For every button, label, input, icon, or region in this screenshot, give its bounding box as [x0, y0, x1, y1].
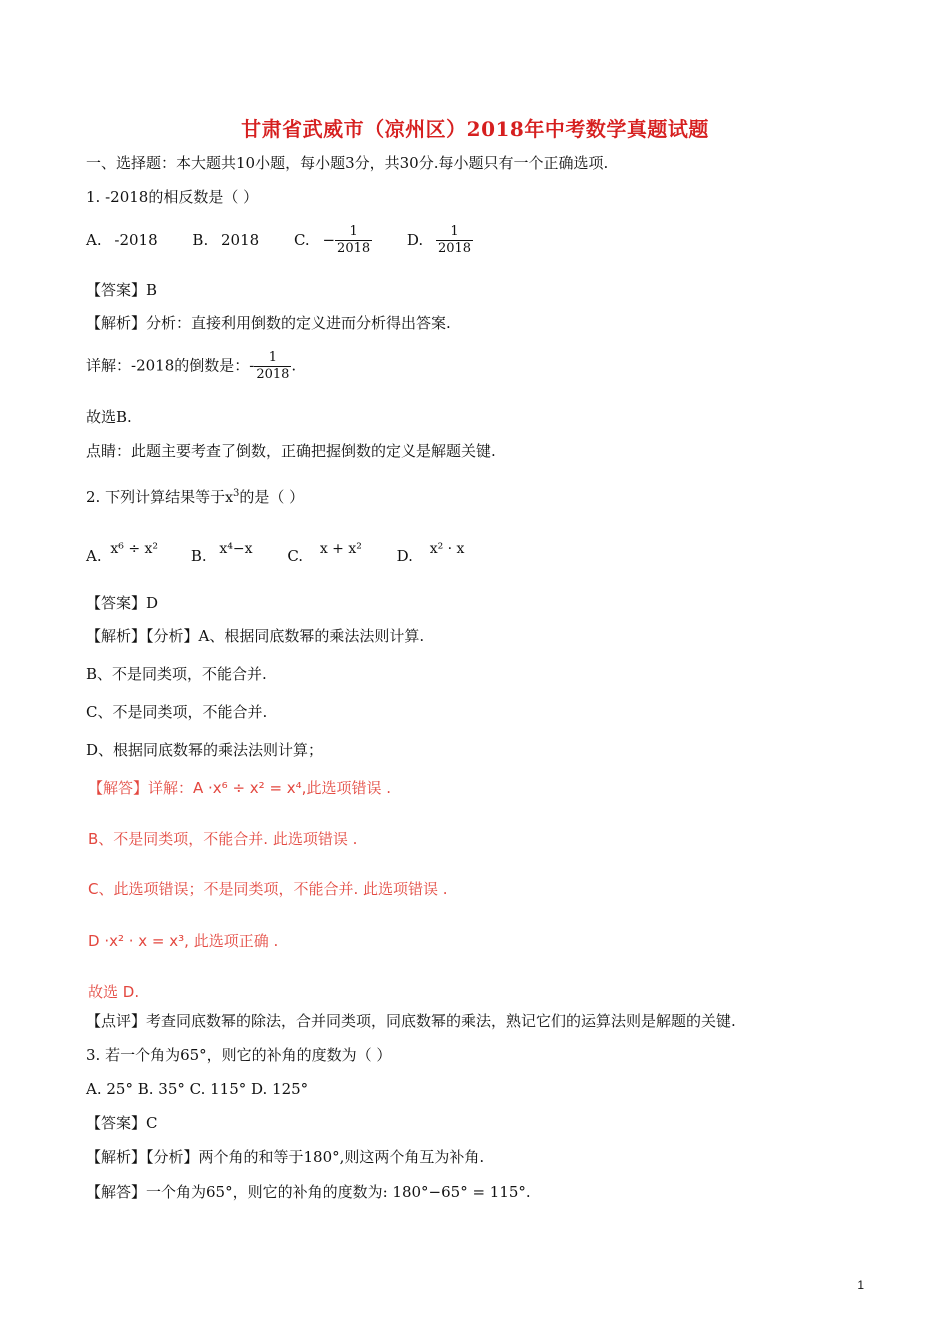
- q1-option-c-label: C.: [293, 230, 310, 249]
- q1-option-d: [406, 224, 473, 256]
- q1-analysis: 【解析】分析：直接利用倒数的定义进而分析得出答案.: [86, 314, 451, 332]
- q1-detail-text: 详解：-2018的倒数是：-: [86, 356, 255, 375]
- q2-option-d-label: D.: [396, 547, 413, 565]
- q3-solution: 【解答】一个角为65°，则它的补角的度数为: 180°−65° = 115°.: [86, 1183, 531, 1201]
- q2-solution-line-3: C、此选项错误；不是同类项，不能合并. 此选项错误 .: [88, 880, 448, 898]
- q2-option-c-label: C.: [287, 547, 304, 565]
- q1-option-d-numerator: 1: [450, 224, 459, 239]
- q2-comment: 【点评】考查同底数幂的除法，合并同类项，同底数幂的乘法，熟记它们的运算法则是解题的关键.: [86, 1012, 736, 1030]
- q2-option-d: [396, 539, 465, 565]
- q2-option-c: [287, 539, 366, 565]
- q1-option-b-label: B.: [192, 230, 209, 249]
- q3-options: A. 25° B. 35° C. 115° D. 125°: [86, 1080, 309, 1098]
- q2-option-b-label: B.: [190, 547, 207, 565]
- q2-solution-line-2: B、不是同类项，不能合并. 此选项错误 .: [88, 830, 358, 848]
- q1-comment: 点睛：此题主要考查了倒数，正确把握倒数的定义是解题关键.: [86, 442, 496, 460]
- q1-detail: [86, 350, 296, 383]
- q2-note-d: D、根据同底数幂的乘法法则计算；: [86, 741, 324, 759]
- q2-options: [86, 538, 465, 565]
- q2-option-b: [190, 539, 258, 565]
- q1-detail-period: .: [291, 356, 297, 375]
- q3-stem: 3. 若一个角为65°，则它的补角的度数为（ ）: [86, 1046, 392, 1064]
- q1-option-b-value: 2018: [221, 230, 260, 249]
- q1-option-a: [86, 231, 162, 249]
- q1-option-d-denominator: 2018: [437, 241, 472, 256]
- q1-options: [86, 224, 473, 257]
- q2-option-a-expr: x⁶ ÷ x²: [110, 541, 159, 557]
- q2-option-c-expr: x + x²: [319, 541, 362, 557]
- q2-stem-base: x: [225, 490, 233, 506]
- q2-option-a: [86, 539, 163, 565]
- q3-analysis: 【解析】【分析】两个角的和等于180°,则这两个角互为补角.: [86, 1148, 485, 1166]
- q2-solution-line-1: 【解答】详解：A ·x⁶ ÷ x² = x⁴,此选项错误 .: [88, 779, 391, 797]
- page-number: 1: [857, 1278, 864, 1292]
- q1-detail-fraction: [254, 350, 291, 383]
- q1-option-c: C. − $\frac{1}{2018}$: [293, 224, 371, 256]
- q1-option-d-fraction: [436, 224, 473, 257]
- q1-detail-denominator: 2018: [256, 367, 290, 382]
- q2-stem-tail: 的是（ ）: [239, 488, 305, 506]
- q2-solution-line-4: D ·x² · x = x³, 此选项正确 .: [88, 932, 279, 950]
- q2-answer: 【答案】D: [86, 594, 159, 612]
- q1-option-c-fraction: [335, 224, 372, 257]
- q2-stem-text: 2. 下列计算结果等于: [86, 488, 226, 506]
- q2-option-b-expr: x⁴−x: [219, 541, 253, 557]
- q1-answer: 【答案】B: [86, 281, 158, 299]
- q2-solution-line-5: 故选 D.: [88, 983, 140, 1001]
- q3-answer: 【答案】C: [86, 1114, 158, 1132]
- q1-option-a-label: A.: [86, 230, 102, 249]
- section-heading: 一、选择题：本大题共10小题，每小题3分，共30分.每小题只有一个正确选项.: [86, 154, 609, 172]
- q2-option-a-label: A.: [86, 547, 102, 565]
- q1-option-c-numerator: 1: [349, 224, 358, 239]
- q2-stem: [86, 484, 304, 508]
- q2-analysis: 【解析】【分析】A、根据同底数幂的乘法法则计算.: [86, 627, 425, 645]
- q1-option-c-denominator: 2018: [337, 241, 371, 256]
- q1-detail-numerator: 1: [268, 350, 277, 365]
- document-title: 甘肃省武威市（凉州区）2018年中考数学真题试题: [241, 117, 709, 141]
- q1-option-b: [192, 231, 264, 249]
- q2-note-b: B、不是同类项，不能合并.: [86, 665, 267, 683]
- q1-stem: 1. -2018的相反数是（ ）: [86, 188, 259, 206]
- q2-note-c: C、不是同类项，不能合并.: [86, 703, 268, 721]
- q2-stem-exponent: 3: [233, 488, 240, 499]
- q2-option-d-expr: x² · x: [429, 541, 465, 557]
- q1-option-a-value: -2018: [114, 230, 158, 249]
- q1-choose: 故选B.: [86, 408, 132, 426]
- q1-option-d-label: D.: [406, 230, 424, 249]
